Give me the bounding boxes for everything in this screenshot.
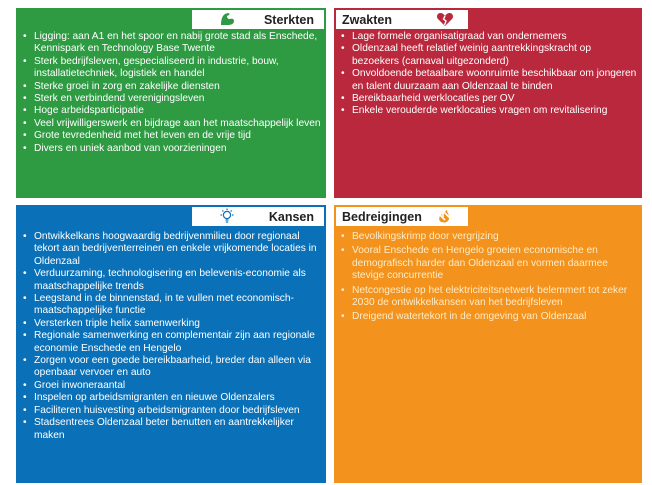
list-item: • Stadsentrees Oldenzaal beter benutten en aantrekkelijker maken (34, 417, 322, 442)
list-item: • Sterk en verbindend verenigingsleven (34, 93, 322, 105)
list-item: • Veel vrijwilligerswerk en bijdrage aan het maatschappelijk leven (34, 118, 322, 130)
bedreigingen-title: Bedreigingen (342, 209, 422, 224)
list-item: • Zorgen voor een goede bereikbaarheid, breder dan alleen via openbaar vervoer en auto (34, 355, 322, 380)
bedreigingen-list (338, 231, 638, 324)
list-item: • Sterke groei in zorg en zakelijke diensten (34, 81, 322, 93)
kansen-panel (16, 205, 326, 483)
list-item: • Hoge arbeidsparticipatie (34, 105, 322, 117)
list-item: • Enkele verouderde werklocaties vragen om revitalisering (352, 105, 638, 117)
kansen-header (192, 207, 324, 226)
list-item: • Sterk bedrijfsleven, gespecialiseerd in industrie, bouw, installatietechniek, logistiek en handel (34, 56, 322, 81)
sterkten-title: Sterkten (263, 12, 314, 27)
sterkten-list (20, 31, 322, 155)
list-item: • Divers en uniek aanbod van voorzieningen (34, 143, 322, 155)
kansen-list (20, 231, 322, 442)
flexed-arm-icon (218, 11, 236, 27)
zwakten-title: Zwakten (342, 12, 393, 27)
list-item: • Grote tevredenheid met het leven en de vrije tijd (34, 130, 322, 142)
list-item: • Vooral Enschede en Hengelo groeien economische en demografisch harder dan Oldenzaal en vormen daarmee stevige concurrentie (352, 245, 638, 282)
list-item: • Leegstand in de binnenstad, in te vullen met economisch-maatschappelijke functie (34, 293, 322, 318)
list-item: • Lage formele organisatigraad van ondernemers (352, 31, 638, 43)
broken-heart-icon (436, 11, 454, 27)
bedreigingen-header (336, 207, 468, 226)
list-item: • Versterken triple helix samenwerking (34, 318, 322, 330)
list-item: • Ontwikkelkans hoogwaardig bedrijvenmilieu door regionaal tekort aan bedrijventerreinen en enkele vrijkomende locaties in Oldenzaal (34, 231, 322, 268)
sterkten-panel (16, 8, 326, 198)
lightbulb-icon (218, 208, 236, 224)
list-item: • Verduurzaming, technologisering en belevenis-economie als maatschappelijke trends (34, 268, 322, 293)
list-item: • Onvoldoende betaalbare woonruimte beschikbaar om jongeren en talent duurzaam aan Oldenzaal te binden (352, 68, 638, 93)
list-item: • Netcongestie op het elektriciteitsnetwerk belemmert tot zeker 2030 de ontwikkelkansen van het bedrijfsleven (352, 285, 638, 310)
list-item: • Ligging: aan A1 en het spoor en nabij grote stad als Enschede, Kennispark en Technology Base Twente (34, 31, 322, 56)
zwakten-list (338, 31, 638, 118)
list-item: • Dreigend watertekort in de omgeving van Oldenzaal (352, 311, 638, 323)
list-item: • Groei inwoneraantal (34, 380, 322, 392)
list-item: • Faciliteren huisvesting arbeidsmigranten door bedrijfsleven (34, 405, 322, 417)
fire-extinguish-icon (436, 208, 454, 224)
zwakten-panel (334, 8, 642, 198)
sterkten-header (192, 10, 324, 29)
list-item: • Regionale samenwerking en complementair zijn aan regionale economie Enschede en Hengelo (34, 330, 322, 355)
list-item: • Bereikbaarheid werklocaties per OV (352, 93, 638, 105)
list-item: • Oldenzaal heeft relatief weinig aantrekkingskracht op bezoekers (carnaval uitgezonderd) (352, 43, 638, 68)
list-item: • Inspelen op arbeidsmigranten en nieuwe Oldenzalers (34, 392, 322, 404)
zwakten-header (336, 10, 468, 29)
kansen-title: Kansen (268, 209, 314, 224)
list-item: • Bevolkingskrimp door vergrijzing (352, 231, 638, 243)
bedreigingen-panel (334, 205, 642, 483)
